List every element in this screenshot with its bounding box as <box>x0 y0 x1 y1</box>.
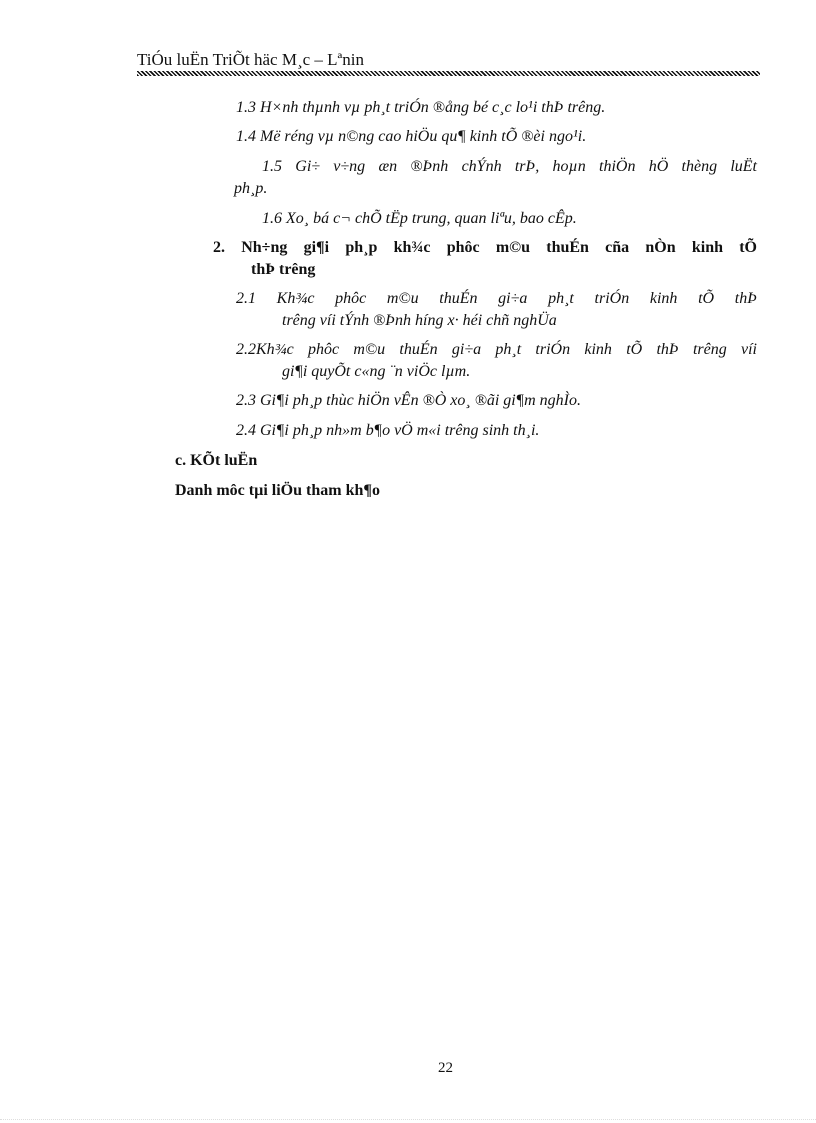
section-conclusion: c. KÕt luËn <box>175 452 258 469</box>
toc-item-2-line1: 2. Nh÷ng gi¶i ph¸p kh¾c phôc m©u thuÉn cña nÒn kinh tÕ <box>213 239 757 256</box>
toc-item-2-4: 2.4 Gi¶i ph¸p nh»m b¶o vÖ m«i trêng sinh th¸i. <box>236 422 540 439</box>
header-title: TiÓu luËn TriÕt häc M¸c – Lªnin <box>137 50 364 69</box>
toc-item-1-6: 1.6 Xo¸ bá c¬ chÕ tËp trung, quan liªu, bao cÊp. <box>262 210 577 227</box>
toc-item-2-1-line1: 2.1 Kh¾c phôc m©u thuÉn gi÷a ph¸t triÓn kinh tÕ thÞ <box>236 290 757 307</box>
toc-item-2-1-line2: trêng víi tÝnh ®Þnh híng x· héi chñ nghÜa <box>282 312 557 329</box>
toc-item-1-5-line2: ph¸p. <box>234 180 268 197</box>
toc-item-2-3: 2.3 Gi¶i ph¸p thùc hiÖn vÊn ®Ò xo¸ ®ãi gi¶m nghÌo. <box>236 392 581 409</box>
page-bottom-rule <box>0 1119 816 1120</box>
header-rule <box>137 71 760 76</box>
toc-item-1-5-line1: 1.5 Gi÷ v÷ng æn ®Þnh chÝnh trÞ, hoµn thiÖn hÖ thèng luËt <box>262 158 757 175</box>
toc-item-1-4: 1.4 Më réng vµ n©ng cao hiÖu qu¶ kinh tÕ ®èi ngo¹i. <box>236 128 587 145</box>
toc-item-2-line2: thÞ trêng <box>251 261 316 278</box>
page-number: 22 <box>438 1060 453 1076</box>
toc-item-1-3: 1.3 H×nh thµnh vµ ph¸t triÓn ®ång bé c¸c lo¹i thÞ trêng. <box>236 99 606 116</box>
references-heading: Danh môc tµi liÖu tham kh¶o <box>175 482 380 499</box>
toc-item-2-2-line2: gi¶i quyÕt c«ng ¨n viÖc lµm. <box>282 363 471 380</box>
toc-item-2-2-line1: 2.2Kh¾c phôc m©u thuÉn gi÷a ph¸t triÓn kinh tÕ thÞ trêng víi <box>236 341 757 358</box>
